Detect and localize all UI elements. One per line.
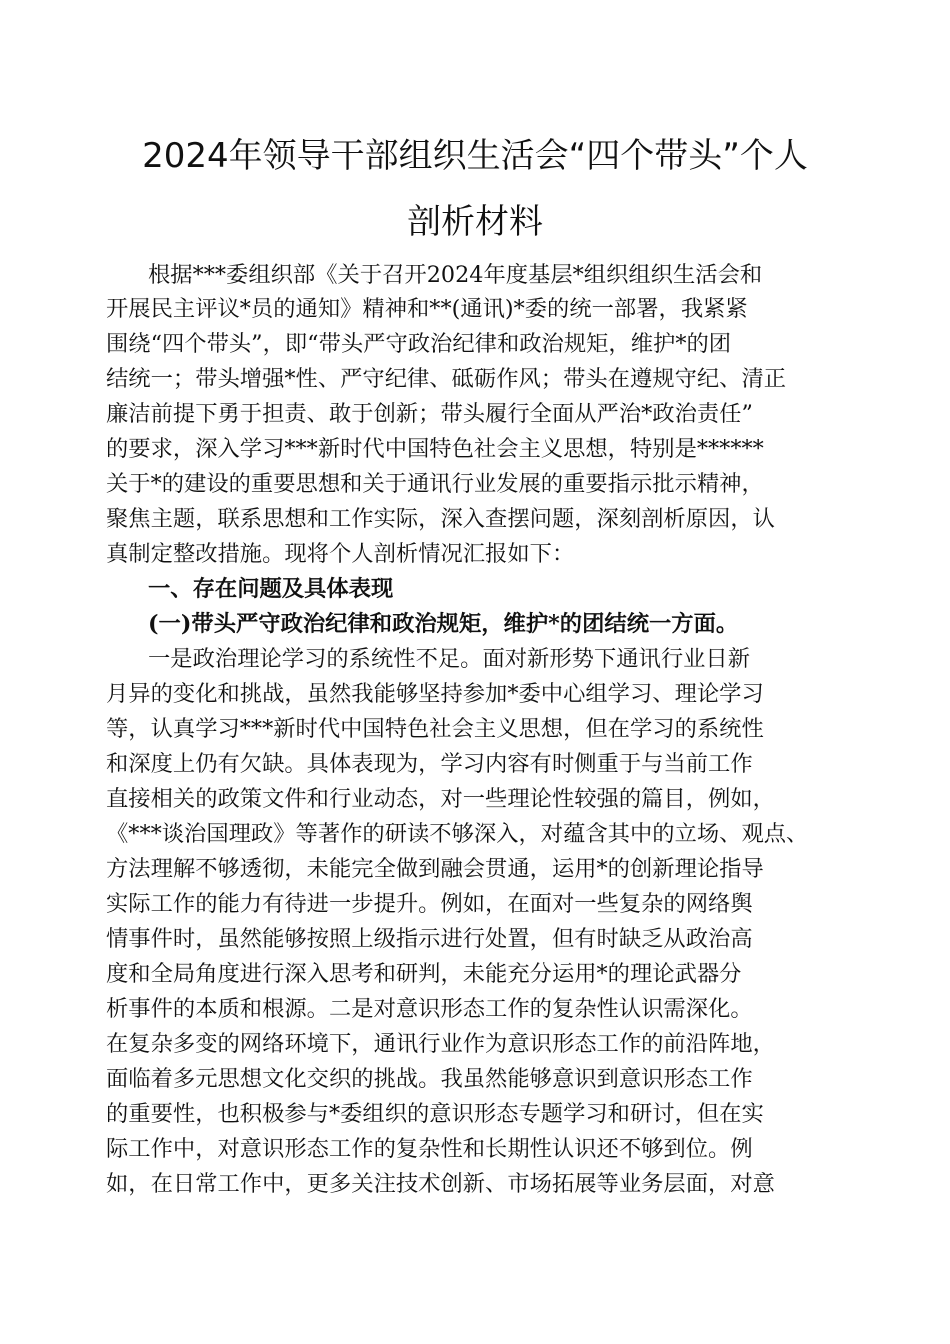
body-line: 在复杂多变的网络环境下，通讯行业作为意识形态工作的前沿阵地，	[106, 1031, 775, 1057]
body-line: 真制定整改措施。现将个人剖析情况汇报如下：	[106, 541, 575, 567]
body-line: 关于*的建设的重要思想和关于通讯行业发展的重要指示批示精神，	[106, 471, 764, 497]
section-heading-1: 一、存在问题及具体表现	[148, 576, 394, 602]
body-line: 一是政治理论学习的系统性不足。面对新形势下通讯行业日新	[148, 646, 751, 672]
body-line: 聚焦主题，联系思想和工作实际，深入查摆问题，深刻剖析原因，认	[106, 506, 775, 532]
body-line: 结统一；带头增强*性、严守纪律、砥砺作风；带头在遵规守纪、清正	[106, 366, 787, 392]
body-line: 的要求，深入学习***新时代中国特色社会主义思想，特别是******	[106, 436, 764, 462]
body-line: 《***谈治国理政》等著作的研读不够深入，对蕴含其中的立场、观点、	[106, 821, 809, 847]
body-line: 直接相关的政策文件和行业动态，对一些理论性较强的篇目，例如，	[106, 786, 775, 812]
body-line: 实际工作的能力有待进一步提升。例如，在面对一些复杂的网络舆	[106, 891, 753, 917]
document-title-line-1: 2024年领导干部组织生活会“四个带头”个人	[142, 136, 808, 176]
body-line: 围绕“四个带头”，即“带头严守政治纪律和政治规矩，维护*的团	[106, 331, 732, 357]
body-line: 析事件的本质和根源。二是对意识形态工作的复杂性认识需深化。	[106, 996, 753, 1022]
body-line: 度和全局角度进行深入思考和研判，未能充分运用*的理论武器分	[106, 961, 742, 987]
body-line: 如，在日常工作中，更多关注技术创新、市场拓展等业务层面，对意	[106, 1171, 775, 1197]
body-line: 根据***委组织部《关于召开2024年度基层*组织组织生活会和	[148, 262, 763, 288]
body-line: 际工作中，对意识形态工作的复杂性和长期性认识还不够到位。例	[106, 1136, 753, 1162]
body-line: 方法理解不够透彻，未能完全做到融会贯通，运用*的创新理论指导	[106, 856, 764, 882]
body-line: 等，认真学习***新时代中国特色社会主义思想，但在学习的系统性	[106, 716, 764, 742]
body-line: 的重要性，也积极参与*委组织的意识形态专题学习和研讨，但在实	[106, 1101, 764, 1127]
subsection-heading-1: (一)带头严守政治纪律和政治规矩，维护*的团结统一方面。	[148, 611, 739, 637]
body-line: 月异的变化和挑战，虽然我能够坚持参加*委中心组学习、理论学习	[106, 681, 764, 707]
body-line: 廉洁前提下勇于担责、敢于创新；带头履行全面从严治*政治责任”	[106, 401, 753, 427]
body-line: 和深度上仍有欠缺。具体表现为，学习内容有时侧重于与当前工作	[106, 751, 753, 777]
body-line: 开展民主评议*员的通知》精神和**(通讯)*委的统一部署，我紧紧	[106, 296, 748, 322]
body-line: 面临着多元思想文化交织的挑战。我虽然能够意识到意识形态工作	[106, 1066, 753, 1092]
body-line: 情事件时，虽然能够按照上级指示进行处置，但有时缺乏从政治高	[106, 926, 753, 952]
document-title-line-2: 剖析材料	[407, 202, 543, 242]
